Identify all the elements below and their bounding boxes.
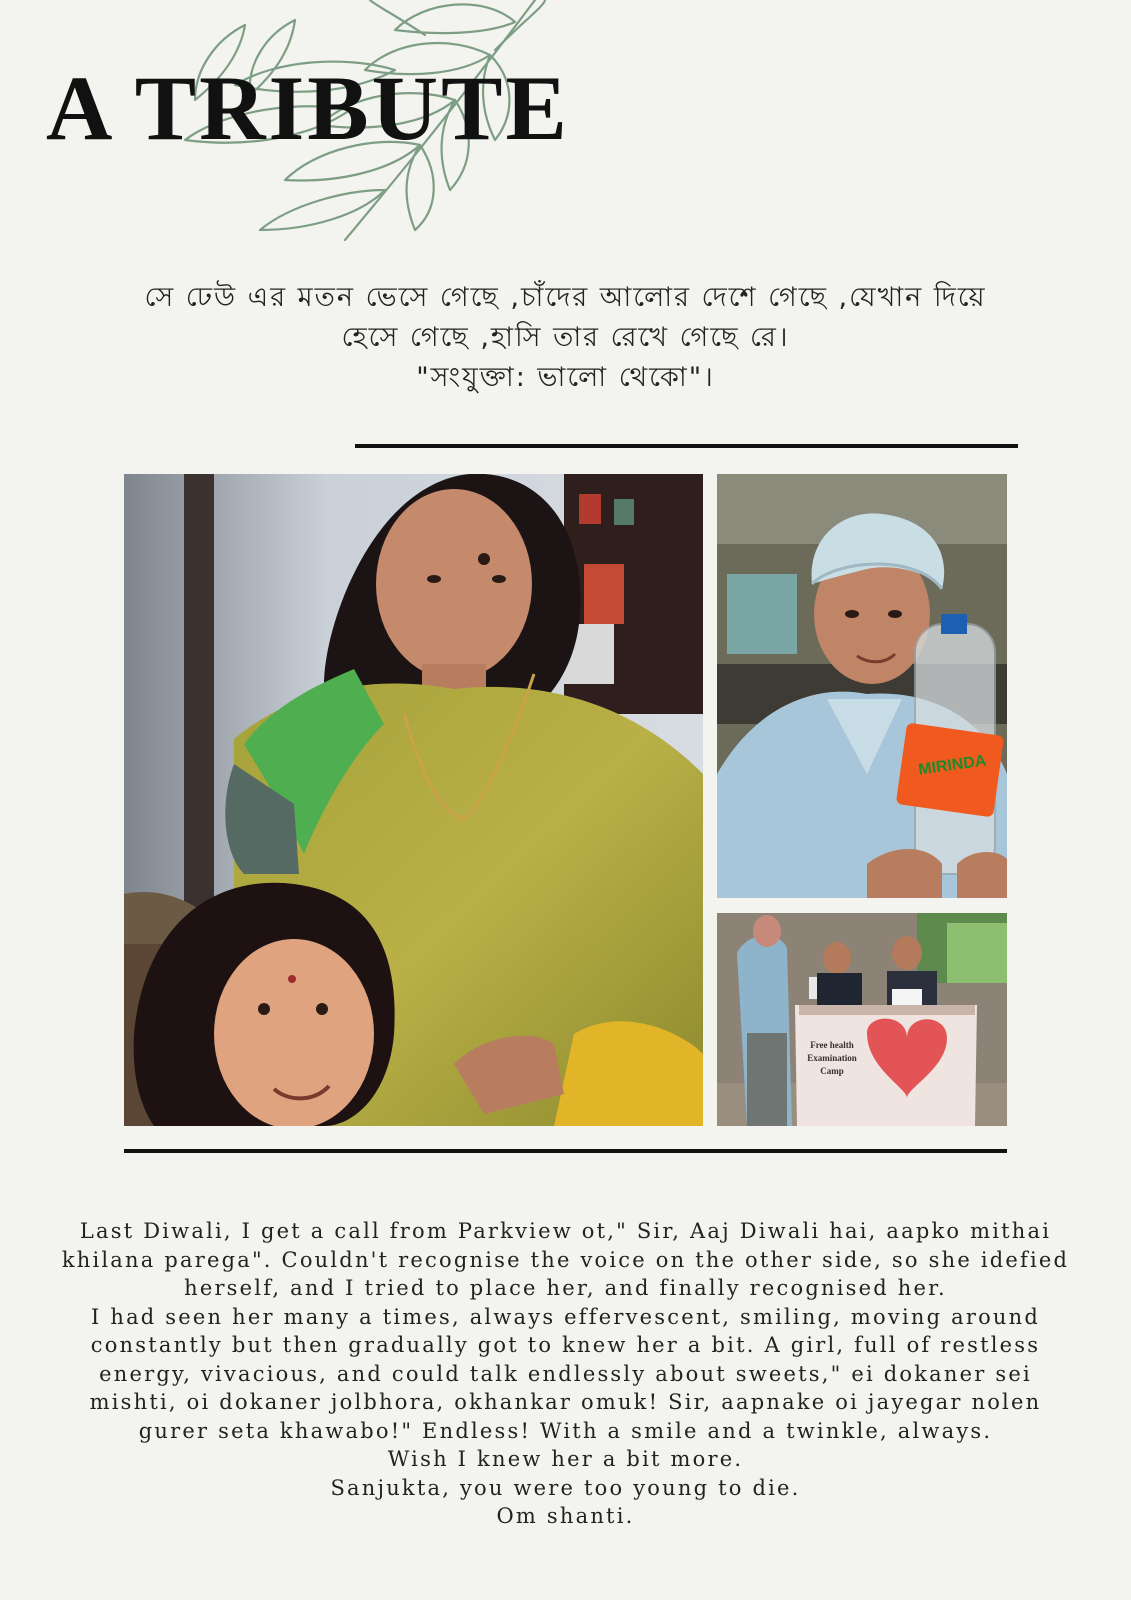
tribute-line: Sanjukta, you were too young to die.: [330, 1475, 801, 1500]
mirinda-label: MIRINDA: [917, 752, 988, 779]
tribute-text: [30, 1217, 1101, 1531]
tribute-line: constantly but then gradually got to knew her a bit. A girl, full of restless: [90, 1333, 1041, 1357]
camp-banner-line: Camp: [820, 1066, 844, 1076]
photo-woman-with-child: [124, 474, 703, 1126]
tribute-line: herself, and I tried to place her, and finally recognised her.: [184, 1276, 947, 1300]
bengali-poem: [40, 278, 1091, 398]
photo-doctor-with-bottle: [717, 474, 1007, 898]
photo-health-camp: [717, 913, 1007, 1126]
poem-line: "সংযুক্তা: ভালো থেকো"।: [416, 362, 715, 393]
poem-line: সে ঢেউ এর মতন ভেসে গেছে ,চাঁদের আলোর দেশে গেছে ,যেখান দিয়ে: [144, 282, 987, 313]
camp-banner-line: Free health: [810, 1040, 854, 1050]
tribute-line: khilana parega". Couldn't recognise the voice on the other side, so she idefied: [61, 1247, 1070, 1272]
tribute-line: gurer seta khawabo!" Endless! With a smile and a twinkle, always.: [138, 1418, 993, 1443]
camp-banner-line: Examination: [807, 1053, 857, 1063]
tribute-line: mishti, oi dokaner jolbhora, okhankar omuk! Sir, aapnake oi jayegar nolen: [89, 1390, 1042, 1414]
tribute-line: Om shanti.: [496, 1504, 635, 1528]
tribute-line: Wish I knew her a bit more.: [387, 1447, 744, 1471]
tribute-line: I had seen her many a times, always effervescent, smiling, moving around: [90, 1304, 1041, 1329]
tribute-line: Last Diwali, I get a call from Parkview ot," Sir, Aaj Diwali hai, aapko mithai: [79, 1219, 1052, 1243]
tribute-line: energy, vivacious, and could talk endlessly about sweets," ei dokaner sei: [99, 1361, 1032, 1386]
divider-bottom: [124, 1149, 1007, 1153]
divider-top: [355, 444, 1018, 448]
page-title: A TRIBUTE: [46, 57, 570, 159]
poem-line: হেসে গেছে ,হাসি তার রেখে গেছে রে।: [341, 322, 790, 353]
